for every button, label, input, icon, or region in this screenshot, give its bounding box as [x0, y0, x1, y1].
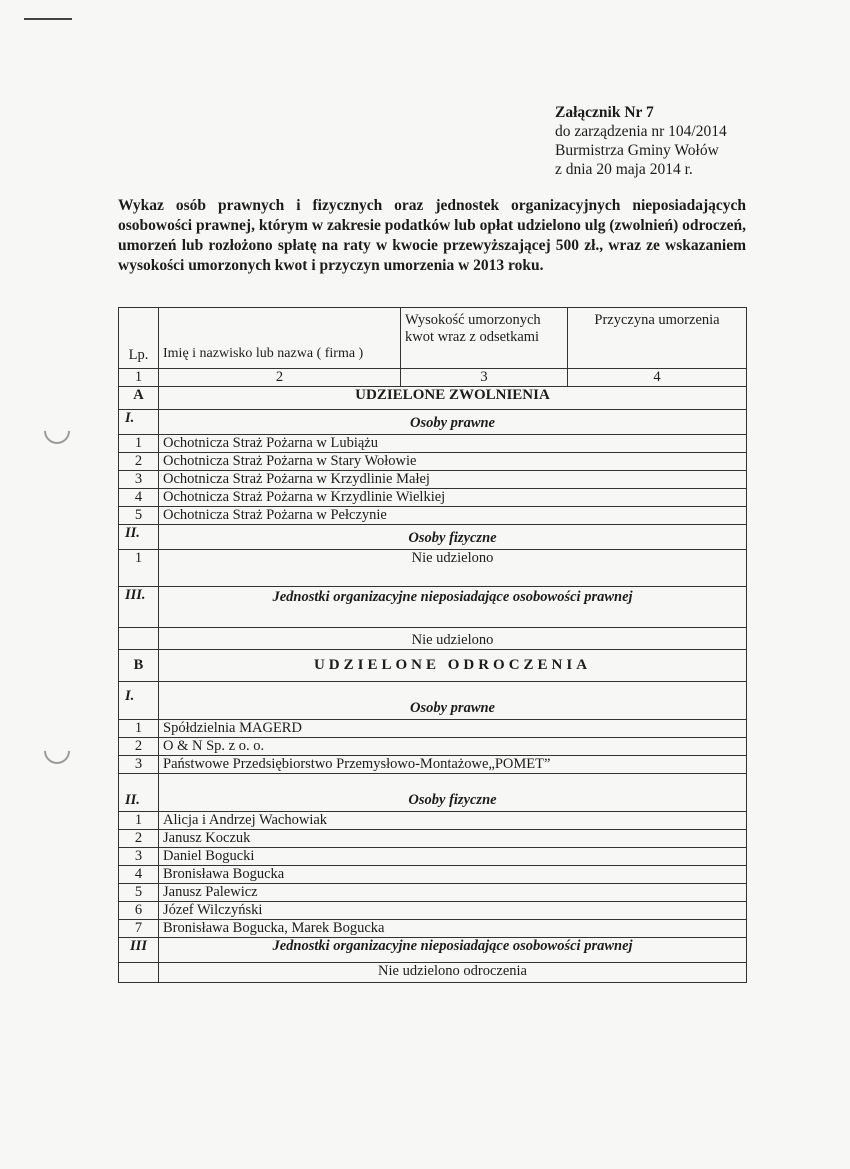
row-name: Janusz Koczuk: [159, 830, 747, 848]
group-roman: I.: [119, 682, 159, 720]
row-name: Józef Wilczyński: [159, 902, 747, 920]
table-row: [119, 902, 747, 920]
group-label: Osoby fizyczne: [159, 774, 747, 812]
row-name: Ochotnicza Straż Pożarna w Krzydlinie Wielkiej: [159, 489, 747, 507]
column-numbers-row: [119, 369, 747, 387]
row-name: O & N Sp. z o. o.: [159, 738, 747, 756]
punch-hole-mark: [39, 733, 76, 770]
annex-title: Załącznik Nr 7: [555, 104, 654, 121]
table-row: [119, 830, 747, 848]
table-row: [119, 866, 747, 884]
row-number: 2: [119, 830, 159, 848]
row-number: 7: [119, 920, 159, 938]
group-label: Osoby prawne: [159, 682, 747, 720]
row-name: Ochotnicza Straż Pożarna w Krzydlinie Małej: [159, 471, 747, 489]
row-number: 3: [119, 756, 159, 774]
group-label: Osoby fizyczne: [159, 525, 747, 550]
header-name: Imię i nazwisko lub nazwa ( firma ): [159, 308, 401, 369]
header-amount: Wysokość umorzonych kwot wraz z odsetkami: [401, 308, 568, 369]
table-row: [119, 489, 747, 507]
table-row: [119, 507, 747, 525]
section-title: UDZIELONE ODROCZENIA: [159, 650, 747, 682]
row-number: 3: [119, 848, 159, 866]
header-lp: Lp.: [119, 308, 159, 369]
table-row: [119, 453, 747, 471]
row-name: Janusz Palewicz: [159, 884, 747, 902]
empty-cell: [119, 628, 159, 650]
row-name: Daniel Bogucki: [159, 848, 747, 866]
group-roman: II.: [119, 525, 159, 550]
column-number: 1: [119, 369, 159, 387]
not-granted-text: Nie udzielono: [159, 550, 747, 587]
row-number: 1: [119, 550, 159, 587]
section-row: [119, 387, 747, 410]
row-name: Ochotnicza Straż Pożarna w Pełczynie: [159, 507, 747, 525]
not-granted-text: Nie udzielono: [159, 628, 747, 650]
row-number: 1: [119, 812, 159, 830]
table-row: [119, 920, 747, 938]
table-row: [119, 720, 747, 738]
group-roman: I.: [119, 410, 159, 435]
table-row: [119, 471, 747, 489]
group-row: [119, 938, 747, 963]
row-number: 1: [119, 720, 159, 738]
section-letter: B: [119, 650, 159, 682]
row-number: 4: [119, 489, 159, 507]
document-heading: Wykaz osób prawnych i fizycznych oraz jednostek organizacyjnych nieposiadających osobowości prawnej, którym w zakresie podatków lub opłat udzielono ulg (zwolnień) odroczeń, umorzeń lub rozłożono spłatę na raty w kwocie przewyższającej 500 zł., wraz ze wskazaniem wysokości umorzonych kwot i przyczyn umorzenia w 2013 roku.: [118, 197, 746, 274]
group-label: Osoby prawne: [159, 410, 747, 435]
row-number: 6: [119, 902, 159, 920]
row-name: Spółdzielnia MAGERD: [159, 720, 747, 738]
row-name: Bronisława Bogucka, Marek Bogucka: [159, 920, 747, 938]
annex-line: Burmistrza Gminy Wołów: [555, 142, 719, 159]
register-table: [118, 307, 747, 983]
row-number: 5: [119, 507, 159, 525]
table-row: [119, 435, 747, 453]
row-name: Państwowe Przedsiębiorstwo Przemysłowo-Montażowe„POMET”: [159, 756, 747, 774]
table-row: [119, 738, 747, 756]
row-number: 2: [119, 738, 159, 756]
not-granted-text: Nie udzielono odroczenia: [159, 963, 747, 983]
group-row: [119, 774, 747, 812]
column-number: 2: [159, 369, 401, 387]
group-row: [119, 682, 747, 720]
group-label: Jednostki organizacyjne nieposiadające osobowości prawnej: [159, 938, 747, 963]
group-roman: II.: [119, 774, 159, 812]
row-number: 3: [119, 471, 159, 489]
row-name: Ochotnicza Straż Pożarna w Stary Wołowie: [159, 453, 747, 471]
group-roman: III.: [119, 587, 159, 628]
row-number: 4: [119, 866, 159, 884]
column-number: 4: [568, 369, 747, 387]
group-label: Jednostki organizacyjne nieposiadające osobowości prawnej: [159, 587, 747, 628]
row-number: 2: [119, 453, 159, 471]
group-roman: III: [119, 938, 159, 963]
section-row: [119, 650, 747, 682]
row-number: 5: [119, 884, 159, 902]
table-row: [119, 884, 747, 902]
table-header-row: [119, 308, 747, 369]
column-number: 3: [401, 369, 568, 387]
table-row: [119, 756, 747, 774]
group-row: [119, 410, 747, 435]
section-letter: A: [119, 387, 159, 410]
annex-line: do zarządzenia nr 104/2014: [555, 123, 727, 140]
row-name: Ochotnicza Straż Pożarna w Lubiążu: [159, 435, 747, 453]
annex-line: z dnia 20 maja 2014 r.: [555, 161, 693, 178]
punch-hole-mark: [39, 413, 76, 450]
annex-header: [555, 103, 727, 179]
table-row: [119, 550, 747, 587]
table-row: [119, 812, 747, 830]
section-title: UDZIELONE ZWOLNIENIA: [159, 387, 747, 410]
table-row: [119, 848, 747, 866]
scan-mark: [24, 18, 72, 20]
row-name: Bronisława Bogucka: [159, 866, 747, 884]
empty-cell: [119, 963, 159, 983]
group-row: [119, 525, 747, 550]
table-row: [119, 628, 747, 650]
header-reason: Przyczyna umorzenia: [568, 308, 747, 369]
group-row: [119, 587, 747, 628]
row-name: Alicja i Andrzej Wachowiak: [159, 812, 747, 830]
row-number: 1: [119, 435, 159, 453]
table-row: [119, 963, 747, 983]
